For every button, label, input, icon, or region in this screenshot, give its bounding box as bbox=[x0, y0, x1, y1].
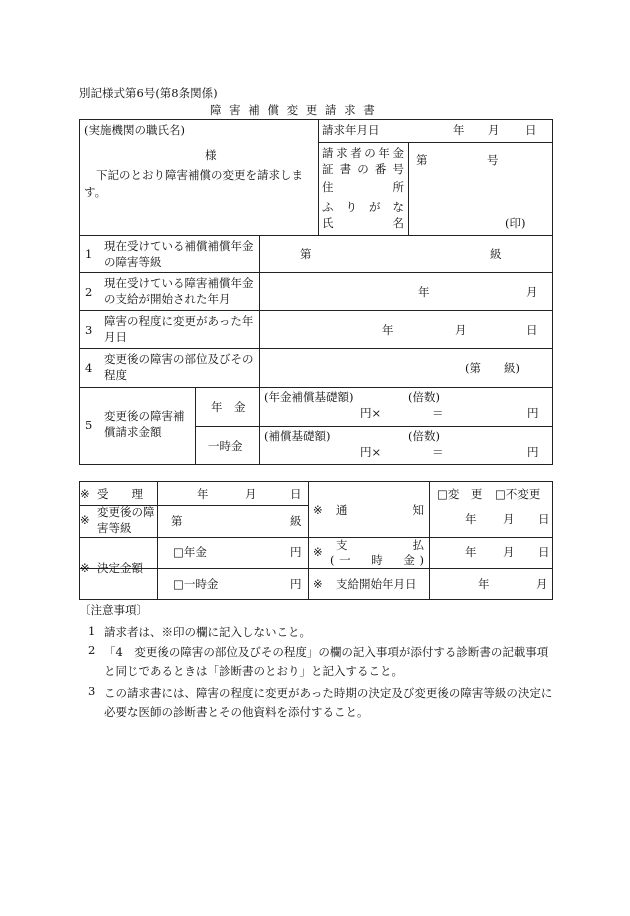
decided-amount-mark: ※ bbox=[80, 561, 90, 575]
certificate-label: 請求者の年金 bbox=[322, 146, 404, 160]
row4-grade: (第 級) bbox=[465, 361, 520, 375]
row4-num: 4 bbox=[85, 361, 93, 375]
start-year: 年 bbox=[478, 577, 490, 591]
payment-month: 月 bbox=[503, 545, 515, 559]
row1-num: 1 bbox=[85, 247, 93, 261]
start-date-label: 支給開始年月日 bbox=[336, 577, 417, 591]
row2-month: 月 bbox=[526, 285, 538, 299]
seal-mark: (印) bbox=[505, 216, 526, 230]
request-date-label: 請求年月日 bbox=[322, 123, 380, 137]
lump-sum-label: 一時金 bbox=[208, 439, 243, 453]
changed-grade-kyu: 級 bbox=[290, 514, 302, 528]
lump-yen: 円 bbox=[527, 445, 539, 459]
note-1-num: 1 bbox=[88, 624, 96, 638]
receipt-label: 受 理 bbox=[97, 487, 143, 501]
row2-label: 現在受けている障害補償年金の支給が開始された年月 bbox=[104, 276, 254, 307]
changed-grade-dai: 第 bbox=[171, 514, 183, 528]
pension-equals: ＝ bbox=[432, 406, 444, 420]
form-number: 別記様式第6号(第8条関係) bbox=[79, 86, 218, 100]
lump-option: □一時金 bbox=[173, 577, 219, 591]
row1-label: 現在受けている補償補償年金の障害等級 bbox=[104, 239, 254, 270]
receipt-month: 月 bbox=[245, 487, 257, 501]
row1-dai: 第 bbox=[300, 247, 312, 261]
note-2-num: 2 bbox=[88, 643, 96, 657]
pension-multiplier-label: (倍数) bbox=[408, 390, 440, 404]
lump-yen-x: 円× bbox=[360, 445, 382, 459]
row4-label: 変更後の障害の部位及びその程度 bbox=[104, 352, 254, 383]
pension-base-label: (年金補償基礎額) bbox=[264, 390, 354, 404]
start-month: 月 bbox=[536, 577, 548, 591]
lump-base-label: (補償基礎額) bbox=[264, 429, 331, 443]
notice-label: 通 知 bbox=[336, 503, 424, 517]
date-year: 年 bbox=[453, 123, 465, 137]
name-label: 氏 名 bbox=[322, 216, 404, 230]
notice-mark: ※ bbox=[313, 503, 323, 517]
no-change-option: □不変更 bbox=[495, 487, 541, 501]
payment-label: 支 払 bbox=[336, 538, 424, 552]
notice-month: 月 bbox=[503, 512, 515, 526]
page-title: 障 害 補 償 変 更 請 求 書 bbox=[210, 103, 377, 117]
sama-label: 様 bbox=[205, 148, 217, 162]
row2-year: 年 bbox=[418, 285, 430, 299]
lump-option-yen: 円 bbox=[290, 577, 302, 591]
row3-year: 年 bbox=[382, 323, 394, 337]
payment-year: 年 bbox=[465, 545, 477, 559]
payment-mark: ※ bbox=[313, 545, 323, 559]
row3-day: 日 bbox=[526, 323, 538, 337]
date-month: 月 bbox=[488, 123, 500, 137]
payment-day: 日 bbox=[538, 545, 550, 559]
decided-amount-label: 決定金額 bbox=[97, 561, 143, 575]
row2-num: 2 bbox=[85, 285, 93, 299]
certificate-label-2: 証書の番号 bbox=[322, 162, 404, 176]
note-3-num: 3 bbox=[88, 684, 96, 698]
start-date-mark: ※ bbox=[313, 577, 323, 591]
row5-num: 5 bbox=[85, 418, 93, 432]
pension-label: 年 金 bbox=[211, 400, 246, 414]
notice-day: 日 bbox=[538, 512, 550, 526]
furigana-label: ふりがな bbox=[322, 200, 404, 214]
note-2-text: 「4 変更後の障害の部位及びその程度」の欄の記入事項が添付する診断書の記載事項と同じであるときは「診断書のとおり」と記入すること。 bbox=[104, 645, 549, 678]
notes-heading: 〔注意事項〕 bbox=[79, 603, 148, 617]
request-statement: 下記のとおり障害補償の変更を請求します。 bbox=[84, 168, 303, 199]
receipt-mark: ※ bbox=[80, 487, 90, 501]
certificate-go: 号 bbox=[487, 153, 499, 167]
receipt-day: 日 bbox=[290, 487, 302, 501]
pension-yen-x: 円× bbox=[360, 406, 382, 420]
org-label: (実施機関の職氏名) bbox=[84, 123, 185, 137]
row3-label: 障害の程度に変更があった年月日 bbox=[104, 314, 254, 345]
pension-option-yen: 円 bbox=[290, 545, 302, 559]
note-3-text: この請求書には、障害の程度に変更があった時期の決定及び変更後の障害等級の決定に必要な医師の診断書とその他資料を添付すること。 bbox=[104, 686, 553, 719]
note-1-text: 請求者は、※印の欄に記入しないこと。 bbox=[104, 625, 311, 639]
lump-equals: ＝ bbox=[432, 445, 444, 459]
date-day: 日 bbox=[525, 123, 537, 137]
payment-lump-label: (一 時 金) bbox=[330, 553, 424, 567]
lump-multiplier-label: (倍数) bbox=[408, 429, 440, 443]
certificate-dai: 第 bbox=[416, 153, 428, 167]
pension-yen: 円 bbox=[527, 406, 539, 420]
change-option: □変 更 bbox=[437, 487, 483, 501]
row3-month: 月 bbox=[455, 323, 467, 337]
notice-year: 年 bbox=[465, 512, 477, 526]
changed-grade-label: 変更後の障害等級 bbox=[97, 505, 155, 535]
row3-num: 3 bbox=[85, 323, 93, 337]
receipt-year: 年 bbox=[197, 487, 209, 501]
row1-kyu: 級 bbox=[490, 247, 502, 261]
address-label: 住 所 bbox=[322, 180, 404, 194]
changed-grade-mark: ※ bbox=[80, 513, 90, 527]
pension-option: □年金 bbox=[173, 545, 207, 559]
row5-label: 変更後の障害補償請求金額 bbox=[104, 409, 185, 440]
